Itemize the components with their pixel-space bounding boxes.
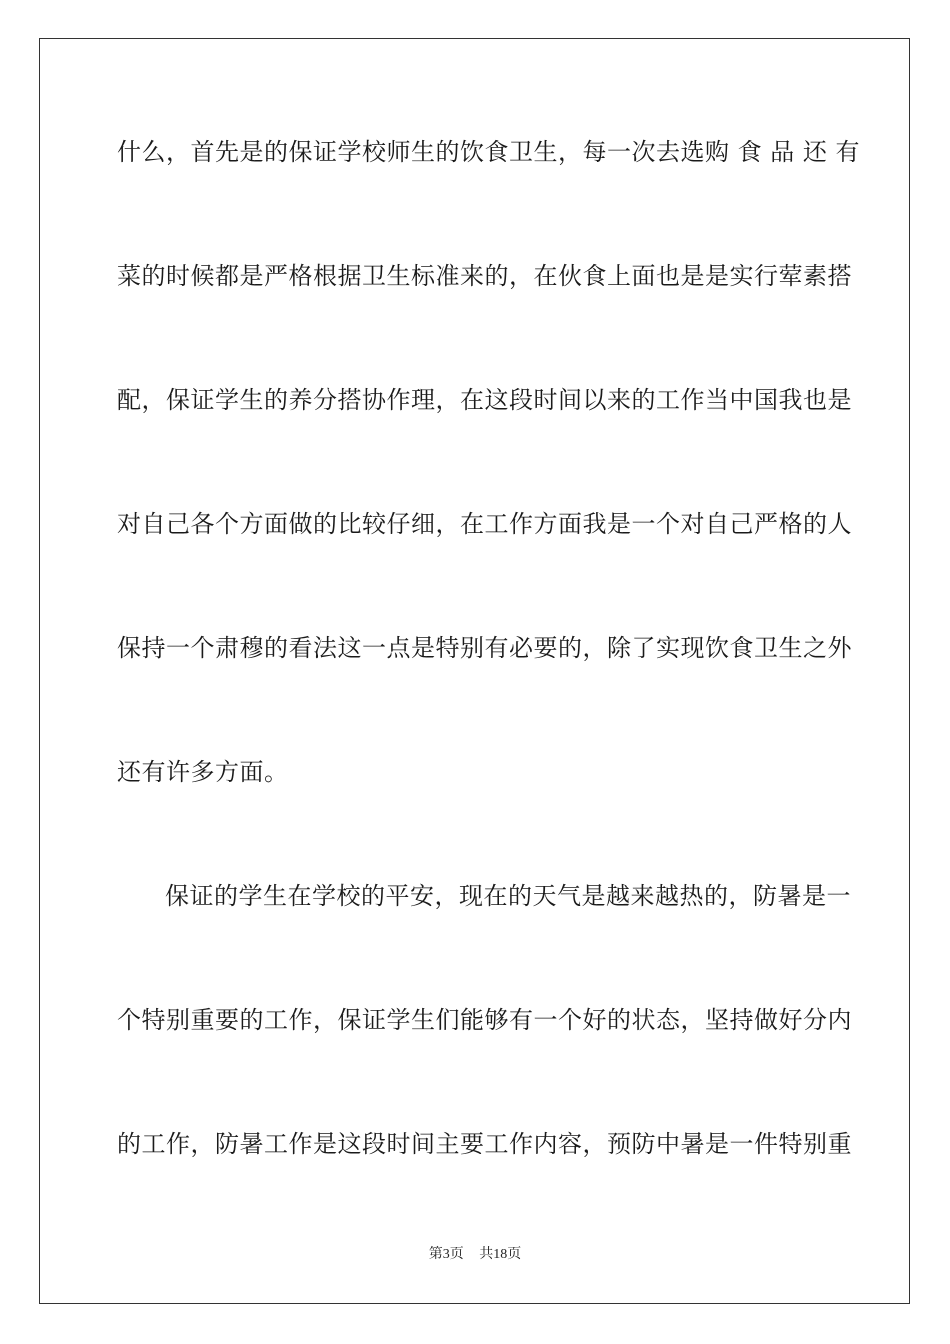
- text-line: 对自己各个方面做的比较仔细，在工作方面我是一个对自己严格的人: [117, 510, 852, 538]
- page-number: 第3页: [428, 1247, 464, 1262]
- text-line: 个特别重要的工作，保证学生们能够有一个好的状态，坚持做好分内: [117, 1006, 852, 1034]
- text-line: 什么，首先是的保证学校师生的饮食卫生，每一次去选购 食 品 还 有: [117, 138, 861, 166]
- page-total: 共18页: [479, 1247, 522, 1262]
- text-line: 配，保证学生的养分搭协作理，在这段时间以来的工作当中国我也是: [117, 386, 852, 414]
- text-line: 的工作，防暑工作是这段时间主要工作内容，预防中暑是一件特别重: [117, 1130, 852, 1158]
- text-line: 保证的学生在学校的平安，现在的天气是越来越热的，防暑是一: [165, 882, 851, 910]
- page-footer: [0, 1246, 950, 1264]
- text-line: 保持一个肃穆的看法这一点是特别有必要的，除了实现饮食卫生之外: [117, 634, 852, 662]
- text-line: 还有许多方面。: [117, 758, 289, 786]
- page-border: [39, 38, 910, 1304]
- text-line: 菜的时候都是严格根据卫生标准来的，在伙食上面也是是实行荤素搭: [117, 262, 852, 290]
